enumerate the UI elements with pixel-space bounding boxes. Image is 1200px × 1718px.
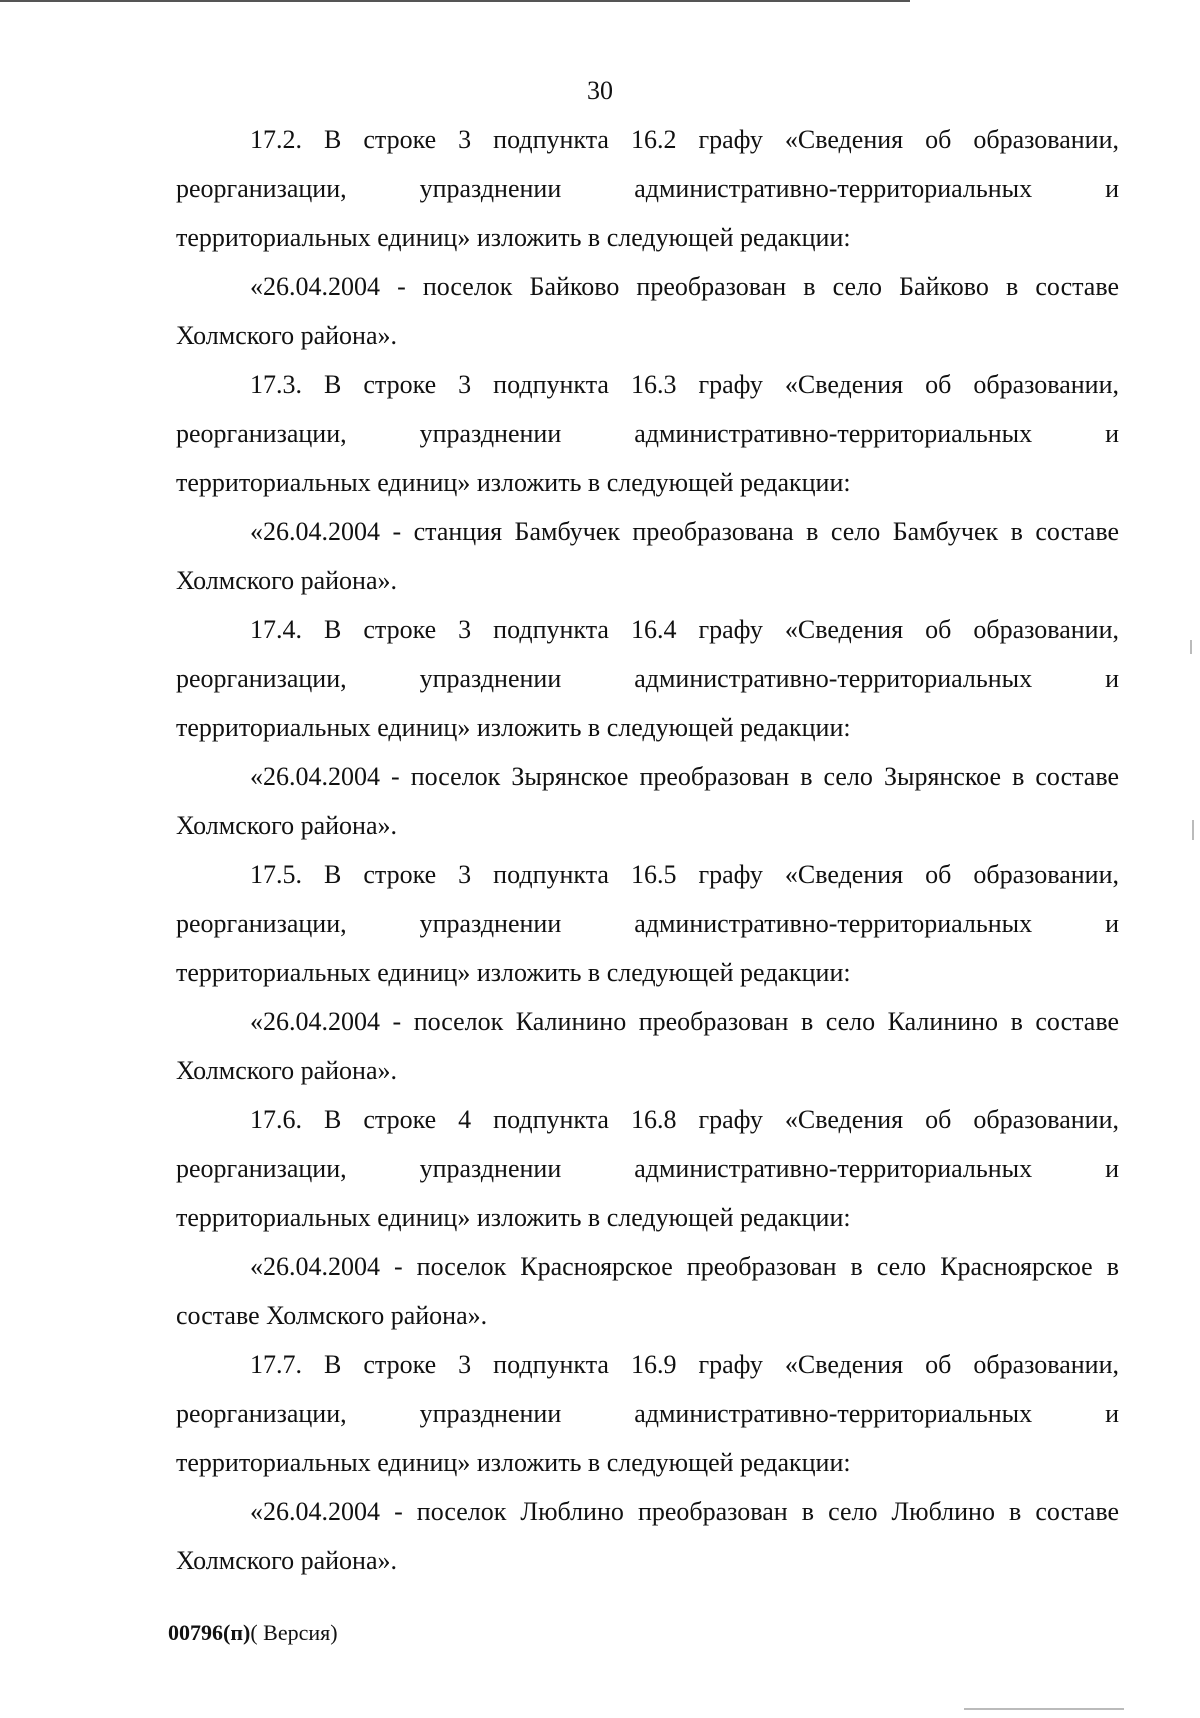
top-rule bbox=[0, 0, 910, 2]
clause-17-7: 17.7. В строке 3 подпункта 16.9 графу «Сведения об образовании, реорганизации, упразднении административно-территориальных и территориальных единиц» изложить в следующей редакции: bbox=[176, 1350, 1119, 1477]
quote-17-4: «26.04.2004 - поселок Зырянское преобразован в село Зырянское в составе Холмского района». bbox=[176, 762, 1119, 840]
document-body bbox=[176, 115, 1119, 1585]
scan-speck bbox=[964, 1708, 1124, 1710]
page-number: 30 bbox=[587, 76, 613, 105]
clause-17-3: 17.3. В строке 3 подпункта 16.3 графу «Сведения об образовании, реорганизации, упразднении административно-территориальных и территориальных единиц» изложить в следующей редакции: bbox=[176, 370, 1119, 497]
quote-17-2: «26.04.2004 - поселок Байково преобразован в село Байково в составе Холмского района». bbox=[176, 272, 1119, 350]
quote-17-7: «26.04.2004 - поселок Люблино преобразован в село Люблино в составе Холмского района». bbox=[176, 1497, 1119, 1575]
document-footer bbox=[168, 1618, 338, 1648]
clause-17-6: 17.6. В строке 4 подпункта 16.8 графу «Сведения об образовании, реорганизации, упразднении административно-территориальных и территориальных единиц» изложить в следующей редакции: bbox=[176, 1105, 1119, 1232]
quote-17-3: «26.04.2004 - станция Бамбучек преобразована в село Бамбучек в составе Холмского района». bbox=[176, 517, 1119, 595]
quote-17-6: «26.04.2004 - поселок Красноярское преобразован в село Красноярское в составе Холмского района». bbox=[176, 1252, 1119, 1330]
quote-17-5: «26.04.2004 - поселок Калинино преобразован в село Калинино в составе Холмского района». bbox=[176, 1007, 1119, 1085]
clause-17-2: 17.2. В строке 3 подпункта 16.2 графу «Сведения об образовании, реорганизации, упразднении административно-территориальных и территориальных единиц» изложить в следующей редакции: bbox=[176, 125, 1119, 252]
clause-17-4: 17.4. В строке 3 подпункта 16.4 графу «Сведения об образовании, реорганизации, упразднении административно-территориальных и территориальных единиц» изложить в следующей редакции: bbox=[176, 615, 1119, 742]
clause-17-5: 17.5. В строке 3 подпункта 16.5 графу «Сведения об образовании, реорганизации, упразднении административно-территориальных и территориальных единиц» изложить в следующей редакции: bbox=[176, 860, 1119, 987]
document-code: 00796(п) bbox=[168, 1620, 251, 1645]
scan-speck bbox=[1190, 640, 1192, 654]
document-version: ( Версия) bbox=[250, 1620, 338, 1645]
scan-speck bbox=[1192, 820, 1194, 840]
